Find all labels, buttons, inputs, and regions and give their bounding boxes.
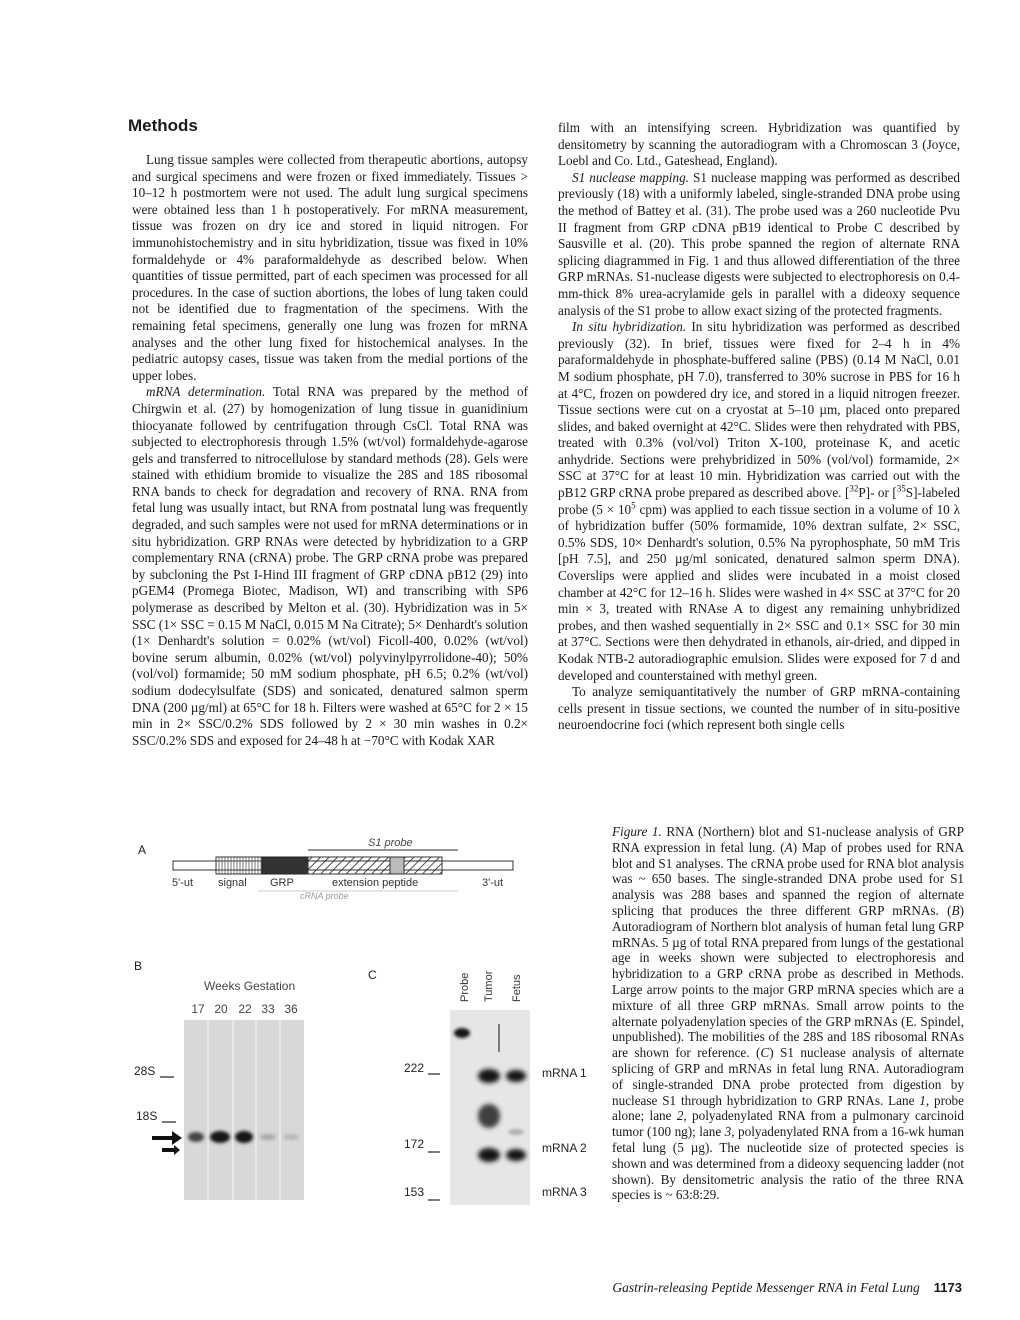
- panel-b: [134, 959, 304, 1200]
- page-footer: [588, 1280, 962, 1296]
- paragraph-text: cpm) was applied to each tissue section in a volume of 10 λ of hybridization buffer (50% formamide, 10% dextran sulfate, 2× SSC, 0.5% SDS, 10× Denhardt's solution, 0.5% Na pyrophosphate, 50 mM Tris [pH 7.5], and 250 µg/ml sonicated, denatured salmon sperm DNA). Coverslips were applied and slides were incubated in a moist closed chamber at 42°C for 12–16 h. Slides were washed in 4× SSC at 37°C for 20 min × 3, treated with RNAse A to digest any remaining unhybridized probes, and then washed sequentially in 2× SSC and 0.1× SSC for 30 min at 37°C. Sections were then dehydrated in ethanols, air-dried, and dipped in Kodak NTB-2 autoradiographic emulsion. Slides were exposed for 7 d and developed and counterstained with methyl green.: [558, 501, 960, 683]
- splice-region: [390, 857, 404, 874]
- small-arrow-icon: [162, 1145, 180, 1155]
- runin-heading: In situ hybridization.: [572, 319, 687, 335]
- caption-italic: 2,: [676, 1108, 687, 1124]
- fetus-mrna1-band: [506, 1070, 526, 1082]
- extension-peptide-segment-2: [404, 857, 442, 874]
- paragraph-s1-mapping: [558, 170, 960, 319]
- paragraph-continued: film with an intensifying screen. Hybridization was quantified by densitometry by scanning the autoradiogram with a Chromoscan 3 (Joyce, Loebl and Co. Ltd., Gateshead, England).: [558, 120, 960, 169]
- marker-label: 28S: [134, 1064, 156, 1078]
- crna-probe-label: cRNA probe: [300, 891, 349, 901]
- left-column: [132, 152, 528, 749]
- paragraph-tissue-samples: Lung tissue samples were collected from therapeutic abortions, autopsy and surgical specimens and were frozen or fixed immediately. Tissues > 10–12 h postmortem were not used. The adult lung surgical specimens were obtained less than 1 h postoperatively. For mRNA measurement, tissue was frozen on dry ice and stored in liquid nitrogen. For immunohistochemistry and in situ hybridization, tissue was fixed in 10% formaldehyde or 4% paraformaldehyde as described below. When quantities of tissue permitted, part of each specimen was processed for all procedures. In the case of suction abortions, the lobes of lung taken could not be identified due to fragmentation of the specimens. With the remaining fetal specimens, generally one lung was frozen for mRNA analyses and the other lung fixed for histochemical analyses. In the pediatric autopsy cases, tissue was taken from the medial portions of the upper lobes.: [132, 152, 528, 383]
- marker-label: 18S: [136, 1109, 158, 1123]
- panel-a: [138, 837, 513, 901]
- band-lane-5: [283, 1134, 299, 1140]
- running-title: Gastrin-releasing Peptide Messenger RNA in Fetal Lung: [612, 1280, 920, 1295]
- mrna-label: mRNA 2: [542, 1141, 587, 1155]
- caption-text: ) Autoradiogram of Northern blot analysis of human fetal lung GRP mRNAs. 5 µg of total RNA prepared from lungs of the gestational age in weeks shown were subjected to electrophoresis and hybridization to a GRP cRNA probe as described in Methods. Large arrow points to the major GRP mRNA species which are a mixture of all three GRP mRNAs. Small arrow points to the alternate polyadenylation species of the GRP mRNAs (E. Spindel, unpublished). The mobilities of the 28S and 18S ribosomal RNAs are shown for reference. (: [612, 902, 964, 1061]
- band-lane-1: [188, 1132, 204, 1142]
- fetus-mrna3-band: [506, 1149, 526, 1161]
- tumor-mrna2-band: [478, 1104, 500, 1128]
- caption-text: probe alone; lane: [612, 1092, 965, 1124]
- superscript: 5: [631, 500, 636, 511]
- probe-band: [454, 1028, 470, 1038]
- paragraph-mrna-determination: [132, 384, 528, 749]
- extension-peptide-segment: [308, 857, 390, 874]
- tumor-mrna1-band: [478, 1069, 500, 1083]
- caption-text: polyadenylated RNA from a 16-wk human fetal lung (5 µg). The nucleotide size of protected species is shown and was determined from a dideoxy sequencing ladder (not shown). By densitometric analysis the ratio of the three RNA species is ~ 63:8:29.: [612, 1124, 964, 1203]
- lane-label: Tumor: [483, 970, 495, 1002]
- panel-c-label: C: [368, 968, 377, 982]
- fetus-mrna2-band: [508, 1129, 524, 1135]
- size-marker: 222: [404, 1061, 425, 1075]
- paragraph-in-situ: [558, 319, 960, 684]
- caption-text: polyadenylated RNA from a pulmonary carcinoid tumor (100 ng); lane: [612, 1108, 964, 1140]
- size-marker: 153: [404, 1185, 425, 1199]
- lane-label: Fetus: [511, 974, 523, 1002]
- segment-label: 3'-ut: [482, 877, 504, 889]
- band-lane-2: [210, 1131, 230, 1143]
- runin-heading: S1 nuclease mapping.: [572, 169, 689, 185]
- tumor-mrna3-band: [478, 1148, 500, 1162]
- signal-segment: [216, 857, 262, 874]
- caption-text: ) Map of probes used for RNA blot and S1 analyses. The cRNA probe used for RNA blot analysis was ~ 650 bases. The single-stranded DNA probe used for S1 analysis was 288 bases and spanned the region of alternate splicing that produces the three different GRP mRNAs. (: [612, 839, 964, 918]
- figure-1: [128, 820, 606, 1220]
- segment-label: extension peptide: [332, 877, 419, 889]
- paragraph-quantification: To analyze semiquantitatively the number of GRP mRNA-containing cells present in tissue sections, we counted the number of in situ-positive neuroendocrine foci (which represent both single cells: [558, 684, 960, 733]
- figure-caption: [612, 824, 964, 1203]
- caption-text: RNA (Northern) blot and S1-nuclease analysis of GRP RNA expression in fetal lung. (: [612, 824, 964, 855]
- band-lane-3: [235, 1131, 253, 1143]
- panel-c: [368, 968, 587, 1205]
- paragraph-text: S]-labeled probe (5 × 10: [558, 485, 960, 517]
- caption-italic: 1,: [919, 1092, 930, 1108]
- caption-lead: Figure 1.: [612, 824, 662, 839]
- paragraph-text: S1 nuclease mapping was performed as described previously (18) with a uniformly labeled, single-stranded DNA probe using the method of Battey et al. (31). The probe used was a 260 nucleotide Pvu II fragment from GRP cDNA pB19 identical to Probe C described by Sausville et al. (20). This probe spanned the region of alternate RNA splicing diagrammed in Fig. 1 and thus allowed differentiation of the three GRP mRNAs. S1-nuclease digests were subjected to electrophoresis on 0.4-mm-thick 8% urea-acrylamide gels in parallel with a dideoxy sequence analysis of the S1 probe to allow exact sizing of the protected fragments.: [558, 169, 961, 318]
- lane-label: 17: [191, 1002, 205, 1016]
- runin-heading: mRNA determination.: [146, 384, 266, 400]
- caption-italic: A: [784, 839, 793, 855]
- caption-italic: C: [760, 1045, 770, 1061]
- mrna-label: mRNA 1: [542, 1066, 587, 1080]
- right-column: [558, 120, 960, 734]
- segment-label: 5'-ut: [172, 877, 194, 889]
- grp-segment: [262, 857, 308, 874]
- size-marker: 172: [404, 1137, 425, 1151]
- lane-label: 36: [284, 1002, 298, 1016]
- lane-label: 33: [261, 1002, 275, 1016]
- segment-label: signal: [218, 877, 247, 889]
- paragraph-text: P]- or [: [858, 485, 897, 501]
- s1-probe-label: S1 probe: [368, 837, 413, 849]
- caption-italic: B: [951, 902, 960, 918]
- panel-a-label: A: [138, 843, 147, 857]
- caption-text: ) S1 nuclease analysis of alternate splicing of GRP and mRNAs in fetal lung RNA. Autoradiogram of single-stranded DNA probe protected from digestion by nuclease S1 through hybridization to GRP RNAs. Lane: [612, 1045, 964, 1108]
- paragraph-text: Total RNA was prepared by the method of Chirgwin et al. (27) by homogenization of lung tissue in guanidinium thiocyanate followed by centrifugation through CsCl. Total RNA was subjected to electrophoresis through 1.5% (wt/vol) formaldehyde-agarose gels and transferred to nitrocellulose by standard methods (28). Gels were stained with ethidium bromide to visualize the 28S and 18S ribosomal RNA bands to check for degradation and recovery of RNA. RNA from fetal lung was usually intact, but RNA from postnatal lung was frequently degraded, and such samples were not used for mRNA determinations or in situ hybridization. GRP RNAs were detected by hybridization to a GRP complementary RNA (cRNA) probe. The GRP cRNA probe was prepared by subcloning the Pst I-Hind III fragment of GRP cDNA pB12 (29) into pGEM4 (Promega Biotec, Madison, WI) and transcribing with SP6 polymerase as described by Melton et al. (30). Hybridization was in 5× SSC (1× SSC = 0.15 M NaCl, 0.015 M Na Citrate); 5× Denhardt's solution (1× Denhardt's solution = 0.02% (wt/vol) Ficoll-400, 0.02% (wt/vol) bovine serum albumin, 0.02% (wt/vol) polyvinylpyrrolidone-40); 50% (vol/vol) formamide; 50 mM sodium phosphate, pH 6.5; 0.2% (wt/vol) sodium dodecylsulfate (SDS) and sonicated, denatured salmon sperm DNA (200 µg/ml) at 65°C for 18 h. Filters were washed at 65°C for 2 × 15 min in 2× SSC/0.2% SDS followed by 2 × 30 min washes in 0.2× SSC/0.2% SDS and exposed for 24–48 h at −70°C with Kodak XAR: [132, 384, 528, 748]
- band-lane-4: [260, 1134, 276, 1140]
- lane-label: Probe: [459, 972, 471, 1002]
- mrna-label: mRNA 3: [542, 1185, 587, 1199]
- section-heading: Methods: [128, 116, 198, 135]
- superscript: 32: [849, 483, 859, 494]
- page-number: 1173: [933, 1280, 962, 1295]
- segment-label: GRP: [270, 877, 294, 889]
- large-arrow-icon: [152, 1131, 182, 1145]
- paragraph-text: In situ hybridization was performed as described previously (32). In brief, tissues were fixed for 2–4 h in 4% paraformaldehyde in phosphate-buffered saline (PBS) (0.14 M NaCl, 0.01 M sodium phosphate, pH 7.0), transferred to 30% sucrose in PBS for 16 h at 4°C, frozen on powdered dry ice, and stored in a liquid nitrogen freezer. Tissue sections were cut on a cryostat at 5–10 µm, placed onto prepared slides, and baked overnight at 42°C. Slides were then rehydrated with PBS, treated with 0.3% (vol/vol) Triton X-100, proteinase K, and acetic anhydride. Sections were prehybridized in 50% (vol/vol) formamide, 2× SSC at 37°C for at least 10 min. Hybridization was carried out with the pB12 GRP cRNA probe prepared as described above. [: [558, 319, 960, 501]
- superscript: 35: [896, 483, 906, 494]
- northern-blot: [184, 1020, 304, 1200]
- caption-italic: 3,: [724, 1124, 735, 1140]
- panel-b-label: B: [134, 959, 143, 973]
- lane-label: 22: [238, 1002, 252, 1016]
- blot-title: Weeks Gestation: [204, 979, 296, 993]
- lane-label: 20: [214, 1002, 228, 1016]
